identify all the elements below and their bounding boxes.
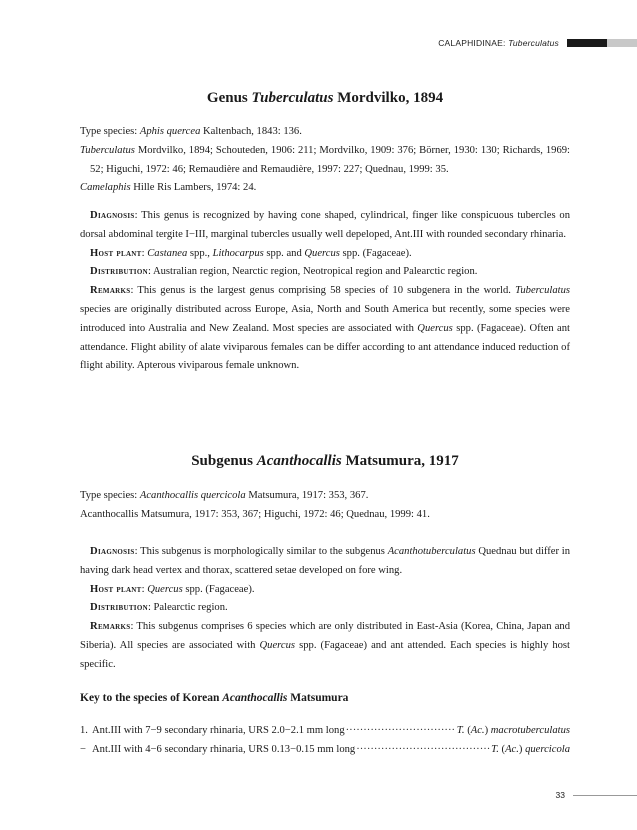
subgenus-title: Subgenus Acanthocallis Matsumura, 1917 bbox=[191, 453, 459, 469]
subgenus-diagnosis: Diagnosis: This subgenus is morphologically similar to the subgenus Acanthotuberculatus Quednau but differ in having dark head vertex and thorax, scattered setae developed on fore wing. bbox=[80, 546, 570, 576]
subgenus-host-plant: Host plant: Quercus spp. (Fagaceae). bbox=[90, 583, 255, 595]
key-couplet-1: 1. Ant.III with 7−9 secondary rhinaria, URS 2.0−2.1 mm long ····· T. (Ac.) macrotuberculatus bbox=[80, 725, 570, 736]
footer-rule bbox=[573, 795, 637, 796]
key-result: T. (Ac.) macrotuberculatus bbox=[456, 725, 570, 736]
subgenus-description bbox=[80, 543, 570, 675]
genus-distribution: Distribution: Australian region, Nearctic region, Neotropical region and Palearctic region. bbox=[90, 266, 478, 278]
running-title: CALAPHIDINAE: Tuberculatus bbox=[438, 38, 559, 48]
header-bar-dark bbox=[567, 39, 607, 47]
genus-synonymy: Type species: Aphis quercea Kaltenbach, 1843: 136. Tuberculatus Mordvilko, 1894; Schouteden, 1906: 211; Mordvilko, 1909: 376; Börner, 1930: 130; Richards, 1969: 52; Higuchi, 1972: 46; Remaudière and Remaudière, 1997: 227; Quednau, 1999: 35. Camelaphis Hille Ris Lambers, 1974: 24. bbox=[80, 126, 570, 194]
key-title: Key to the species of Korean Acanthocallis Matsumura bbox=[80, 692, 349, 704]
subgenus-distribution: Distribution: Palearctic region. bbox=[90, 602, 228, 614]
genus-description bbox=[80, 207, 570, 376]
page-number: 33 bbox=[555, 790, 565, 800]
key-result: T. (Ac.) quercicola bbox=[491, 744, 570, 755]
subgenus-synonymy: Type species: Acanthocallis quercicola Matsumura, 1917: 353, 367. Acanthocallis Matsumura, 1917: 353, 367; Higuchi, 1972: 46; Quednau, 1999: 41. bbox=[80, 490, 430, 520]
running-header bbox=[438, 37, 637, 49]
genus-diagnosis: Diagnosis: This genus is recognized by having cone shaped, cylindrical, finger like conspicuous tubercles on dorsal abdominal tergite I−III, marginal tubercles usually well depeloped, Ant.III with rounded secondary rhinaria. bbox=[80, 210, 570, 240]
header-bar-light bbox=[607, 39, 637, 47]
subgenus-remarks: Remarks: This subgenus comprises 6 species which are only distributed in East-Asia (Korea, China, Japan and Siberia). All species are associated with Quercus spp. (Fagaceae) and ant attended. Each species is highly host specific. bbox=[80, 621, 570, 670]
key-couplet-2: − Ant.III with 4−6 secondary rhinaria, URS 0.13−0.15 mm long ····· T. (Ac.) quercicola bbox=[80, 744, 570, 755]
genus-title: Genus Tuberculatus Mordvilko, 1894 bbox=[206, 90, 444, 106]
leader-dots bbox=[346, 725, 456, 736]
leader-dots bbox=[356, 744, 490, 755]
genus-host-plant: Host plant: Castanea spp., Lithocarpus spp. and Quercus spp. (Fagaceae). bbox=[90, 247, 412, 259]
genus-remarks: Remarks: This genus is the largest genus comprising 58 species of 10 subgenera in the world. Tuberculatus species are originally distributed across Europe, Asia, North and South America but recently, some species were introduced into Australia and New Zealand. Most species are associated with Quercus spp. (Fagaceae). Often ant attendance. Flight ability of alate viviparous females can be differ according to ant attendance induced reduction of flight ability. Apterous viviparous female unknown. bbox=[80, 285, 570, 372]
